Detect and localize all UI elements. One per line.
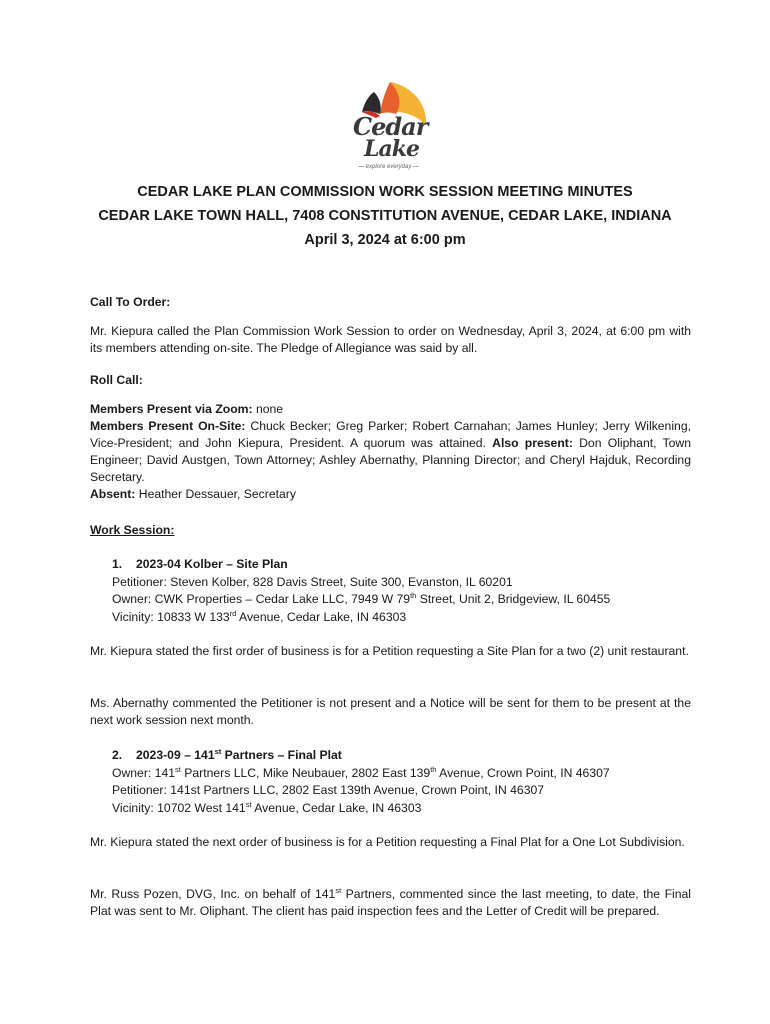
work-session-heading: Work Session: <box>90 523 175 537</box>
item-2-owner-mid: Partners LLC, Mike Neubauer, 2802 East 139 <box>180 765 431 780</box>
roll-call-heading: Roll Call: <box>90 373 143 387</box>
item-2-owner-text: Owner: 141 <box>112 765 176 780</box>
item-2-petitioner: Petitioner: 141st Partners LLC, 2802 East 139th Avenue, Crown Point, IN 46307 <box>112 783 545 797</box>
logo-tagline: — explore everyday — <box>358 164 420 170</box>
item-1-number: 1. <box>112 557 123 571</box>
logo-wordmark-lake: Lake <box>364 136 419 162</box>
item-2-owner-sup-2: th <box>430 764 437 774</box>
zoom-label: Members Present via Zoom: <box>90 402 253 416</box>
item-2-vicinity-sup: st <box>245 799 252 809</box>
also-present-value: Don Oliphant, Town Engineer; David Austgen, Town Attorney; Ashley Abernathy, Planning Director; and Cheryl Hajduk, Recording Secretary. <box>90 436 691 484</box>
also-present-label: Also present: <box>492 436 573 450</box>
item-1-title: 2023-04 Kolber – Site Plan <box>136 557 288 571</box>
agenda-item-2 <box>112 747 692 817</box>
item-2-vicinity <box>112 800 692 818</box>
item-1-vicinity-sup: rd <box>229 608 237 618</box>
item-2-title-rest: Partners – Final Plat <box>221 748 342 762</box>
item-2-title-sup: st <box>214 747 222 756</box>
pozen-text: Mr. Russ Pozen, DVG, Inc. on behalf of 141 <box>90 887 336 901</box>
item-2-number: 2. <box>112 748 123 762</box>
agenda-item-1 <box>112 556 692 626</box>
zoom-value: none <box>252 402 284 416</box>
item-1-vicinity <box>112 609 692 627</box>
item-2-vicinity-text: Vicinity: 10702 West 141 <box>112 800 246 815</box>
logo-wordmark-cedar: Cedar <box>353 112 428 141</box>
item-1-owner-sup: th <box>410 591 417 600</box>
item-1-petitioner: Petitioner: Steven Kolber, 828 Davis Street, Suite 300, Evanston, IL 60201 <box>112 574 513 589</box>
roll-call-block <box>90 401 691 503</box>
item-2-vicinity-rest: Avenue, Cedar Lake, IN 46303 <box>251 800 422 815</box>
members-onsite-paragraph <box>90 418 691 486</box>
item-1-vicinity-rest: Avenue, Cedar Lake, IN 46303 <box>236 609 407 624</box>
cedar-lake-logo <box>340 78 432 178</box>
absent-value: Heather Dessauer, Secretary <box>135 487 296 501</box>
paragraph-abernathy: Ms. Abernathy commented the Petitioner is not present and a Notice will be sent for them to be present at the next work session next month. <box>90 696 691 727</box>
item-2-owner <box>112 765 692 783</box>
call-to-order-text: Mr. Kiepura called the Plan Commission Work Session to order on Wednesday, April 3, 2024, at 6:00 pm with its members attending on-site. The Pledge of Allegiance was said by all. <box>90 324 691 355</box>
item-1-owner-rest: Street, Unit 2, Bridgeview, IL 60455 <box>416 592 611 606</box>
absent-line <box>90 486 691 503</box>
item-2-owner-sup-1: st <box>175 764 181 774</box>
document-title: CEDAR LAKE PLAN COMMISSION WORK SESSION MEETING MINUTES <box>137 184 633 200</box>
pozen-sup: st <box>335 886 342 895</box>
item-1-vicinity-text: Vicinity: 10833 W 133 <box>112 609 230 624</box>
pozen-rest: Partners, commented since the last meeting, to date, the Final Plat was sent to Mr. Oliphant. The client has paid inspection fees and the Letter of Credit will be prepared. <box>90 887 691 918</box>
meeting-date: April 3, 2024 at 6:00 pm <box>304 232 466 248</box>
onsite-label: Members Present On-Site: <box>90 419 246 433</box>
members-zoom-line <box>90 401 691 418</box>
meeting-location: CEDAR LAKE TOWN HALL, 7408 CONSTITUTION AVENUE, CEDAR LAKE, INDIANA <box>98 208 672 224</box>
item-2-title: 2023-09 – 141 <box>136 748 215 762</box>
absent-label: Absent: <box>90 487 136 501</box>
item-1-title-line <box>112 556 692 574</box>
paragraph-pozen <box>90 886 691 920</box>
call-to-order-heading: Call To Order: <box>90 295 171 309</box>
paragraph-first-order: Mr. Kiepura stated the first order of business is for a Petition requesting a Site Plan for a two (2) unit restaurant. <box>90 644 689 658</box>
item-1-owner-text: Owner: CWK Properties – Cedar Lake LLC, 7949 W 79 <box>112 592 411 606</box>
item-2-title-line <box>112 747 692 765</box>
paragraph-next-order: Mr. Kiepura stated the next order of business is for a Petition requesting a Final Plat for a One Lot Subdivision. <box>90 835 685 849</box>
item-1-owner <box>112 591 692 609</box>
onsite-value: Chuck Becker; Greg Parker; Robert Carnahan; James Hunley; Jerry Wilkening, Vice-President; and John Kiepura, President. A quorum was attained. <box>90 419 691 450</box>
item-2-owner-rest: Avenue, Crown Point, IN 46307 <box>436 765 610 780</box>
